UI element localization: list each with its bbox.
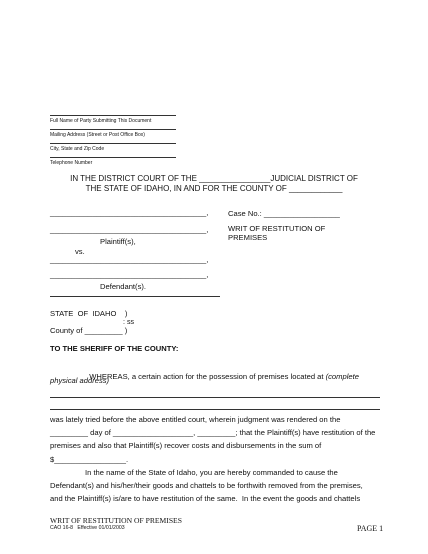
caption-defendant-line-1: _____________________________________,	[50, 255, 209, 264]
document-title-line-1: WRIT OF RESTITUTION OF	[228, 224, 326, 233]
header-label-city: City, State and Zip Code	[50, 146, 105, 152]
whereas-paragraph-line	[85, 363, 359, 381]
commanded-line: In the name of the State of Idaho, you are hereby commanded to cause the	[85, 468, 338, 477]
chattels-line: Defendant(s) and his/her/their goods and chattels to be forthwith removed from the premises,	[50, 481, 363, 490]
footer-form-id: CAO 16-8 Effective 01/01/2003	[50, 525, 125, 531]
caption-defendant-line-2: _____________________________________,	[50, 270, 209, 279]
caption-separator	[50, 296, 220, 297]
header-label-address: Mailing Address (Street or Post Office Box)	[50, 132, 145, 138]
footer-page-label: PAGE	[357, 524, 378, 533]
restitution-line: and the Plaintiff(s) is/are to have restitution of the same. In the event the goods and chattels	[50, 494, 361, 503]
footer-page	[353, 515, 383, 533]
header-rule-address	[50, 129, 176, 130]
footer-title: WRIT OF RESTITUTION OF PREMISES	[50, 516, 182, 525]
caption-plaintiffs-label: Plaintiff(s),	[100, 237, 136, 246]
caption-plaintiff-line-1: _____________________________________,	[50, 208, 209, 217]
costs-line: premises and also that Plaintiff(s) recover costs and disbursements in the sum of	[50, 441, 322, 450]
case-number: Case No.: __________________	[228, 209, 340, 218]
header-rule-city	[50, 143, 176, 144]
address-hint-continued: physical address)	[50, 376, 110, 385]
court-line-1: IN THE DISTRICT COURT OF THE ________________JUDICIAL DISTRICT OF	[70, 174, 358, 183]
judgment-date-line: _________ day of ___________________, _________; that the Plaintiff(s) have restitution of the	[50, 428, 376, 437]
document-title-line-2: PREMISES	[228, 233, 268, 242]
venue-county: County of _________ )	[50, 326, 128, 335]
header-rule-phone	[50, 157, 176, 158]
caption-defendants-label: Defendant(s).	[100, 282, 147, 291]
section-heading: TO THE SHERIFF OF THE COUNTY:	[50, 344, 179, 353]
header-rule-name	[50, 115, 176, 116]
dollar-amount-line: $_________________.	[50, 455, 129, 464]
header-label-name: Full Name of Party Submitting This Document	[50, 118, 152, 124]
whereas-text: WHEREAS, a certain action for the possession of premises located at	[89, 372, 326, 381]
caption-plaintiff-line-2: _____________________________________,	[50, 225, 209, 234]
venue-state: STATE OF IDAHO )	[50, 309, 128, 318]
venue-ss: : ss	[123, 318, 135, 326]
address-line-1	[50, 397, 380, 398]
header-label-phone: Telephone Number	[50, 160, 93, 166]
address-line-2	[50, 409, 380, 410]
address-hint: (complete	[325, 372, 359, 381]
tried-line: was lately tried before the above entitled court, wherein judgment was rendered on the	[50, 415, 341, 424]
footer-page-number: 1	[379, 524, 384, 533]
caption-vs: vs.	[75, 247, 85, 256]
court-line-2: THE STATE OF IDAHO, IN AND FOR THE COUNTY OF ____________	[85, 184, 343, 193]
